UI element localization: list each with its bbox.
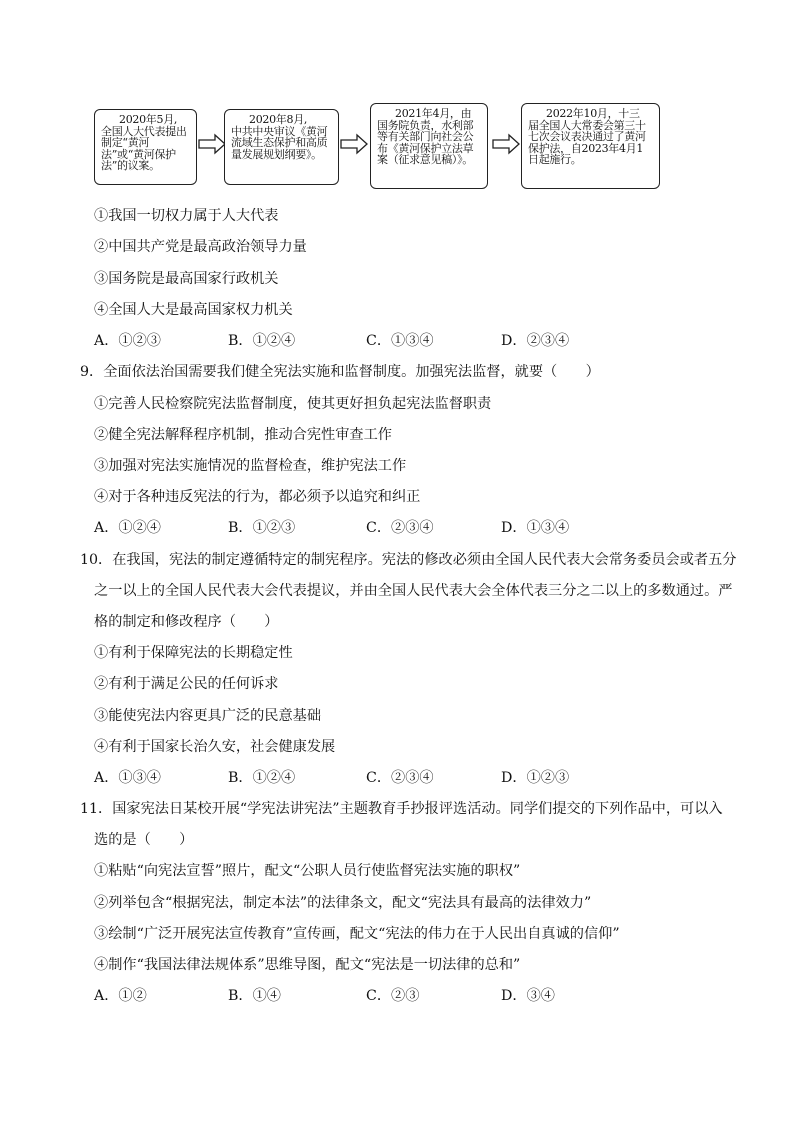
flow-box-4 [521, 103, 660, 189]
q9-item-1: ①完善人民检察院宪法监督制度，使其更好担负起宪法监督职责 [94, 396, 492, 412]
flow-box-3 [370, 103, 488, 189]
q10-item-3: ③能使宪法内容更具广泛的民意基础 [94, 708, 322, 724]
flow-box-2 [224, 109, 339, 185]
q11-option-c[interactable]: C．②③ [366, 988, 420, 1004]
q9-item-3: ③加强对宪法实施情况的监督检查，维护宪法工作 [94, 458, 407, 474]
q9-option-a[interactable]: A．①②④ [94, 520, 161, 536]
q9-option-c[interactable]: C．②③④ [366, 520, 434, 536]
right-arrow-icon [492, 133, 520, 155]
q11-option-b[interactable]: B．①④ [228, 988, 281, 1004]
q9-option-d[interactable]: D．①③④ [501, 520, 570, 536]
q8-option-c[interactable]: C．①③④ [366, 333, 434, 349]
q9-stem: 9．全面依法治国需要我们健全宪法实施和监督制度。加强宪法监督，就要（ ） [80, 364, 600, 380]
q11-stem-line-1: 11．国家宪法日某校开展“学宪法讲宪法”主题教育手抄报评选活动。同学们提交的下列作品中，可以入 [80, 801, 723, 817]
timeline-flow-diagram [94, 101, 660, 191]
q11-item-3: ③绘制“广泛开展宪法宣传教育”宣传画，配文“宪法的伟力在于人民出自真诚的信仰” [94, 926, 620, 942]
q8-item-4: ④全国人大是最高国家权力机关 [94, 302, 293, 318]
flow-box-3-text: 国务院负责，水利部等有关部门向社会公布《黄河保护立法草案（征求意见稿）》。 [377, 118, 474, 166]
q11-option-d[interactable]: D．③④ [501, 988, 555, 1004]
flow-box-1-date: 2020年5月, [119, 113, 178, 126]
q10-option-d[interactable]: D．①②③ [501, 770, 570, 786]
q11-item-2: ②列举包含“根据宪法，制定本法”的法律条文，配文“宪法具有最高的法律效力” [94, 895, 592, 911]
q8-option-b[interactable]: B．①②④ [228, 333, 296, 349]
q10-option-c[interactable]: C．②③④ [366, 770, 434, 786]
q10-item-2: ②有利于满足公民的任何诉求 [94, 676, 279, 692]
q9-option-b[interactable]: B．①②③ [228, 520, 296, 536]
right-arrow-icon [340, 133, 368, 155]
q11-option-a[interactable]: A．①② [94, 988, 147, 1004]
q8-option-a[interactable]: A．①②③ [94, 333, 161, 349]
q11-stem-line-2: 选的是（ ） [94, 832, 194, 848]
q10-stem-line-2: 之一以上的全国人民代表大会代表提议，并由全国人民代表大会全体代表三分之二以上的多数通过。严 [94, 583, 733, 599]
q10-stem-line-3: 格的制定和修改程序（ ） [94, 614, 279, 630]
q8-item-3: ③国务院是最高国家行政机关 [94, 271, 279, 287]
flow-box-4-text: 届全国人大常委会第三十七次会议表决通过了黄河保护法，自2023年4月1日起施行。 [528, 118, 646, 166]
q9-item-4: ④对于各种违反宪法的行为，都必须予以追究和纠正 [94, 489, 421, 505]
q8-item-2: ②中国共产党是最高政治领导力量 [94, 239, 307, 255]
flow-box-4-date: 2022年10月，十三 [546, 107, 640, 120]
flow-box-3-date: 2021年4月，由 [395, 107, 472, 120]
q10-item-1: ①有利于保障宪法的长期稳定性 [94, 645, 293, 661]
q10-stem-line-1: 10．在我国，宪法的制定遵循特定的制宪程序。宪法的修改必须由全国人民代表大会常务委员会或者五分 [80, 552, 737, 568]
q10-item-4: ④有利于国家长治久安，社会健康发展 [94, 739, 336, 755]
q8-item-1: ①我国一切权力属于人大代表 [94, 208, 279, 224]
flow-box-1 [94, 109, 197, 185]
q10-option-b[interactable]: B．①②④ [228, 770, 296, 786]
right-arrow-icon [198, 133, 226, 155]
q10-option-a[interactable]: A．①③④ [94, 770, 161, 786]
q11-item-4: ④制作“我国法律法规体系”思维导图，配文“宪法是一切法律的总和” [94, 957, 521, 973]
q11-item-1: ①粘贴“向宪法宣誓”照片，配文“公职人员行使监督宪法实施的职权” [94, 863, 521, 879]
flow-box-2-date: 2020年8月, [249, 113, 308, 126]
flow-box-2-text: 中共中央审议《黄河流域生态保护和高质量发展规划纲要》。 [231, 124, 328, 161]
q9-item-2: ②健全宪法解释程序机制，推动合宪性审查工作 [94, 427, 392, 443]
q8-option-d[interactable]: D．②③④ [501, 333, 570, 349]
flow-box-1-text: 全国人大代表提出制定“黄河法”或“黄河保护法”的议案。 [101, 124, 187, 172]
